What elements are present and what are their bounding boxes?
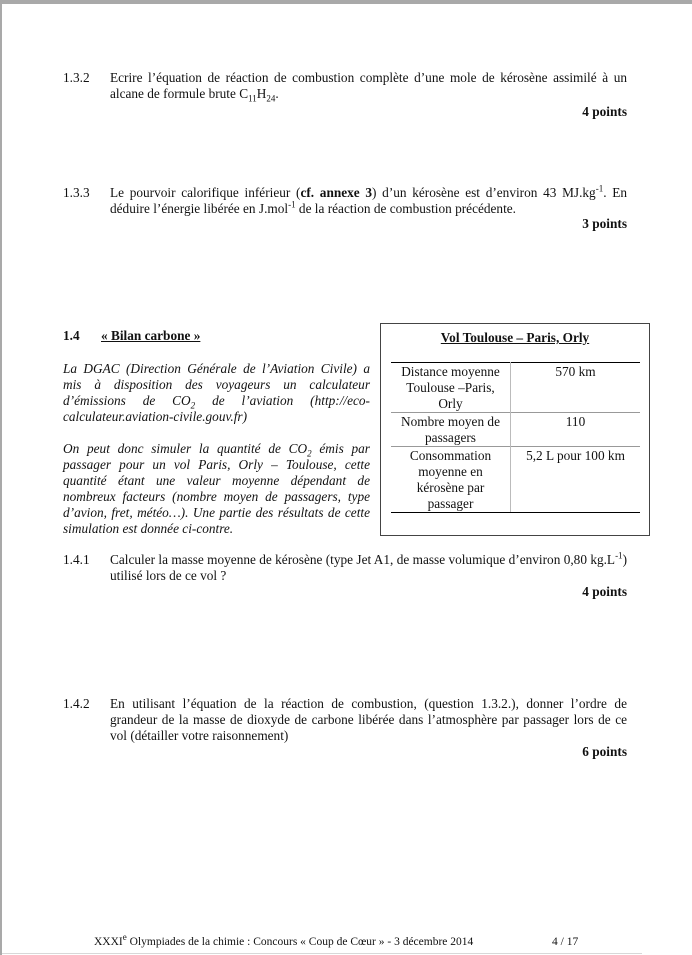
question-number: 1.4.2 (63, 696, 90, 711)
page-footer: XXXIe Olympiades de la chimie : Concours « Coup de Cœur » - 3 décembre 2014 (94, 932, 474, 948)
section-heading-1-4 (63, 328, 200, 344)
flight-box-title: Vol Toulouse – Paris, Orly (440, 330, 590, 345)
question-1-3-2 (63, 70, 627, 102)
table-row (391, 447, 640, 513)
question-text: Ecrire l’équation de réaction de combustion complète d’une mole de kérosène assimilé à un alcane de formule brute $C_{11}H_{24}$. (110, 70, 627, 104)
flight-data-box (380, 323, 650, 536)
question-text: Le pourvoir calorifique inférieur (cf. annexe 3) d’un kérosène est d’environ 43 $MJ.kg^{-1}$. En déduire l’énergie libérée en J.mol$^{-1}$ de la réaction de combustion précédente. (110, 183, 628, 216)
question-number: 1.4.1 (63, 552, 90, 567)
question-1-3-3 (63, 185, 627, 217)
table-row (391, 363, 640, 413)
viewer-top-border (0, 0, 692, 4)
section-title: « Bilan carbone » (101, 328, 201, 343)
section-number: 1.4 (63, 328, 80, 343)
intro-paragraph-dgac: La DGAC (Direction Générale de l’Aviation Civile) a mis à disposition des voyageurs un calculateur d’émissions de $CO_2$ de l’aviation (http://eco-calculateur.aviation-civile.gouv.fr) (63, 361, 370, 424)
question-number: 1.3.3 (63, 185, 90, 200)
question-1-4-2 (63, 696, 627, 744)
intro-paragraph-simulation: On peut donc simuler la quantité de $CO_2$ émis par passager pour un vol Paris, Orly – Toulouse, cette quantité étant une valeur moyenne dépendant de nombreux facteurs (nombre moyen de passagers, type d’avion, fret, météo…). Une partie des résultats de cette simulation est donnée ci-contre. (63, 441, 370, 536)
row-label: Nombre moyen de passagers (391, 413, 511, 447)
points-1-3-2: 4 points (582, 104, 627, 119)
question-text: Calculer la masse moyenne de kérosène (type Jet A1, de masse volumique d’environ 0,80 $kg.L^{-1}$) utilisé lors de ce vol ? (110, 550, 627, 583)
flight-data-table (391, 362, 640, 513)
question-1-4-1 (63, 552, 627, 584)
row-value: 110 (511, 413, 641, 447)
page-number: 4 / 17 (552, 936, 579, 948)
table-row (391, 413, 640, 447)
points-1-4-1: 4 points (582, 584, 627, 599)
row-label: Consommation moyenne en kérosène par passager (391, 447, 511, 513)
row-label: Distance moyenne Toulouse –Paris, Orly (391, 363, 511, 413)
row-value: 570 km (511, 363, 641, 413)
page-bottom-edge (2, 953, 642, 954)
question-number: 1.3.2 (63, 70, 90, 85)
viewer-left-border (0, 0, 2, 955)
points-1-4-2: 6 points (582, 744, 627, 759)
row-value: 5,2 L pour 100 km (511, 447, 641, 513)
question-text: En utilisant l’équation de la réaction de combustion, (question 1.3.2.), donner l’ordre de grandeur de la masse de dioxyde de carbone libérée dans l’atmosphère par passager lors de ce vol (détailler votre raisonnement) (110, 696, 627, 743)
points-1-3-3: 3 points (582, 216, 627, 231)
